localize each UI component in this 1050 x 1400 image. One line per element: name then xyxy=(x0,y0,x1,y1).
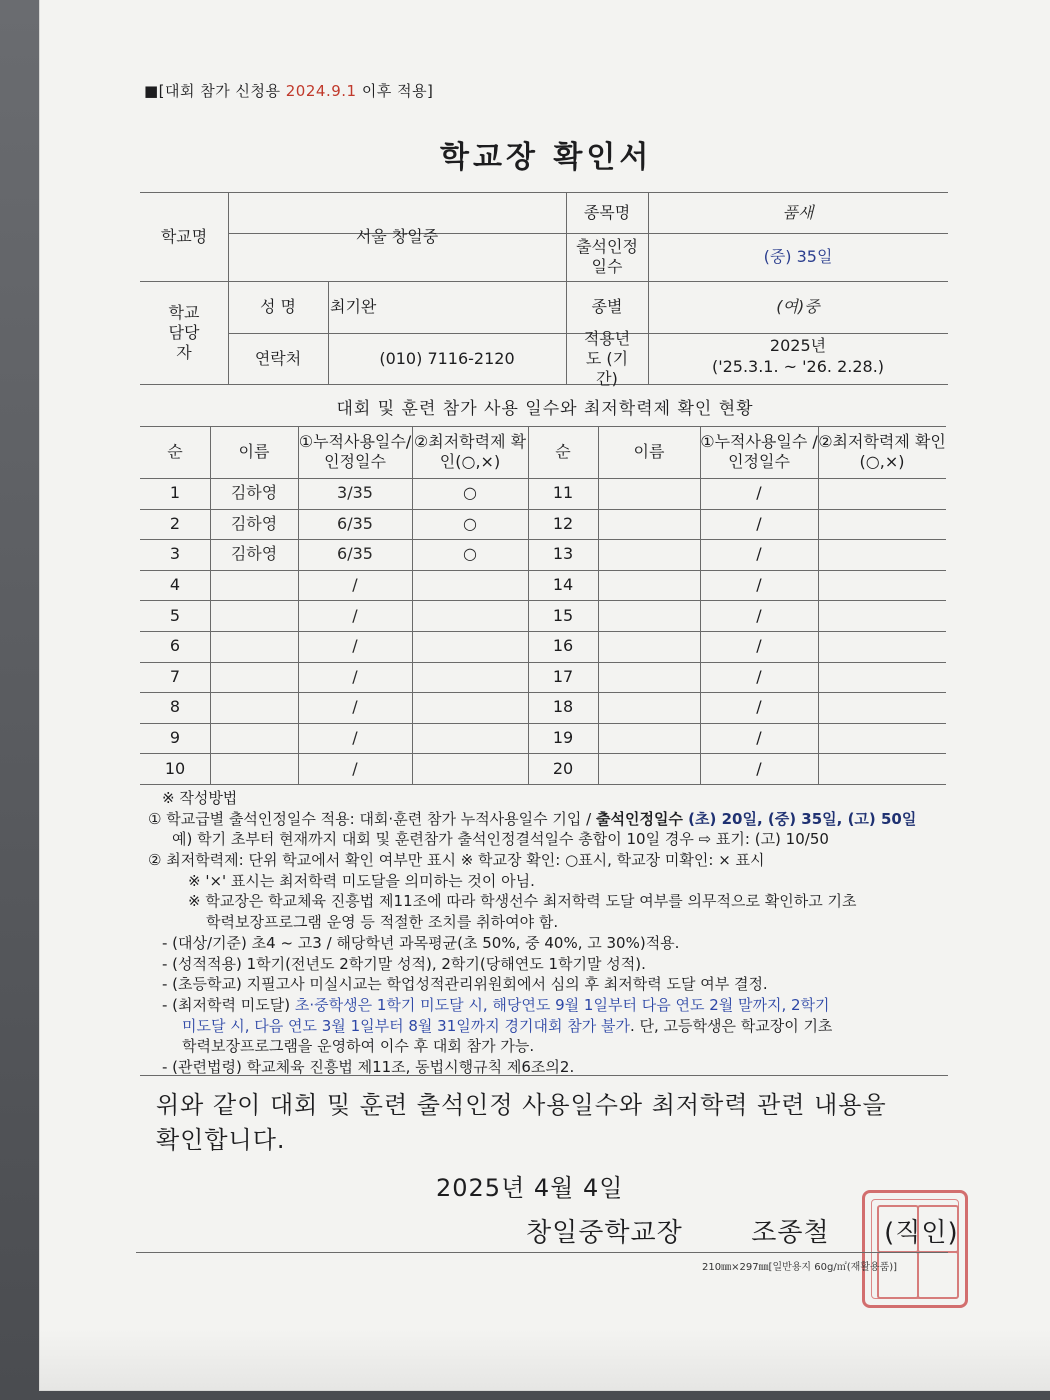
note-8-label: - (최저학력 미도달) xyxy=(162,995,295,1014)
form-note-date: 2024.9.1 xyxy=(285,82,357,100)
row-days: / xyxy=(352,758,358,778)
row-name-2 xyxy=(598,570,700,601)
row-check xyxy=(412,570,528,601)
row-days-2: / xyxy=(756,636,762,656)
manager-label: 학교 담당자 xyxy=(168,302,200,362)
document-paper xyxy=(40,0,1050,1390)
event-label: 종목명 xyxy=(583,202,631,222)
row-name-2 xyxy=(598,662,700,693)
row-name xyxy=(210,753,298,784)
row-no: 2 xyxy=(169,513,181,533)
row-days-2: / xyxy=(756,513,762,533)
confirmation-line-1: 위와 같이 대회 및 훈련 출석인정 사용일수와 최저학력 관련 내용을 xyxy=(156,1091,887,1119)
instructions xyxy=(148,788,968,1078)
note-1-bold: 출석인정일수 xyxy=(595,809,689,828)
header-no-2: 순 xyxy=(555,442,571,461)
row-check-2 xyxy=(818,478,946,509)
type-value: (여)중 xyxy=(776,297,820,316)
row-name-2 xyxy=(598,692,700,723)
row-name xyxy=(210,631,298,662)
row-days-2: / xyxy=(756,758,762,778)
paper-spec: 210㎜×297㎜[일반용지 60g/㎡(재활용품)] xyxy=(702,1262,898,1273)
confirmation-text xyxy=(156,1088,887,1158)
row-name xyxy=(210,692,298,723)
row-no-2: 18 xyxy=(552,697,574,717)
row-days: 6/35 xyxy=(337,544,373,564)
row-name-2 xyxy=(598,600,700,631)
row-check xyxy=(412,723,528,754)
issue-date: 2025년 4월 4일 xyxy=(436,1174,624,1202)
note-8-blue: 초·중학생은 1학기 미도달 시, 해당연도 9월 1일부터 다음 연도 2월 말까지, 2학기 xyxy=(294,995,830,1014)
row-days: / xyxy=(352,666,358,686)
row-no-2: 11 xyxy=(552,483,574,503)
row-check-2 xyxy=(818,600,946,631)
year-cell xyxy=(648,336,948,378)
row-check xyxy=(412,692,528,723)
row-check-2 xyxy=(818,692,946,723)
row-no-2: 13 xyxy=(552,544,574,564)
contact-label: 연락처 xyxy=(254,348,302,368)
row-name-2 xyxy=(598,753,700,784)
name-value: 최기완 xyxy=(330,297,377,316)
principal-name: 조종철 xyxy=(751,1218,830,1248)
row-days-2: / xyxy=(756,605,762,625)
header-days-2: ①누적사용일수 /인정일수 xyxy=(700,432,818,471)
note-5: - (대상/기준) 초4 ~ 고3 / 해당학년 과목평균(초 50%, 중 40%, 고 30%)적용. xyxy=(162,933,680,952)
row-name-2 xyxy=(598,478,700,509)
form-note-prefix: ■[대회 참가 신청용 xyxy=(144,82,286,100)
row-days: 6/35 xyxy=(337,513,373,533)
note-6: - (성적적용) 1학기(전년도 2학기말 성적), 2학기(당해연도 1학기말 성적). xyxy=(162,954,646,973)
row-name xyxy=(210,570,298,601)
year-label: 적용년도 (기간) xyxy=(583,328,631,388)
row-name: 김하영 xyxy=(230,544,278,564)
row-check-2 xyxy=(818,570,946,601)
row-days: / xyxy=(352,636,358,656)
header-check-2: ②최저학력제 확인(○,×) xyxy=(818,432,946,471)
type-label: 종별 xyxy=(591,297,623,316)
note-8-cont xyxy=(148,1016,968,1037)
row-days-2: / xyxy=(756,728,762,748)
note-8-end: 학력보장프로그램을 운영하여 이수 후 대회 참가 가능. xyxy=(182,1037,535,1056)
form-note xyxy=(144,80,433,101)
row-check-2 xyxy=(818,723,946,754)
row-no: 10 xyxy=(164,758,186,778)
row-check-2 xyxy=(818,539,946,570)
row-check-2 xyxy=(818,631,946,662)
header-days: ①누적사용일수/인정일수 xyxy=(298,432,412,471)
contact-value: (010) 7116-2120 xyxy=(379,348,515,368)
note-2: ② 최저학력제: 단위 학교에서 확인 여부만 표시 ※ 학교장 확인: ○표시, 학교장 미확인: × 표시 xyxy=(148,851,765,870)
page-title: 학교장 확인서 xyxy=(440,140,653,175)
section-title: 대회 및 훈련 참가 사용 일수와 최저학력제 확인 현황 xyxy=(336,399,754,419)
row-no-2: 19 xyxy=(552,728,574,748)
period-value: ('25.3.1. ~ '26. 2.28.) xyxy=(711,356,885,376)
row-days: / xyxy=(352,728,358,748)
row-check xyxy=(412,662,528,693)
row-days: / xyxy=(352,605,358,625)
row-name: 김하영 xyxy=(230,483,278,503)
row-no-2: 16 xyxy=(552,636,574,656)
note-1-example: 예) 학기 초부터 현재까지 대회 및 훈련참가 출석인정결석일수 총합이 10일 경우 ⇨ 표기: (고) 10/50 xyxy=(172,830,829,849)
row-check xyxy=(412,600,528,631)
row-check-2 xyxy=(818,662,946,693)
header-name: 이름 xyxy=(238,442,270,461)
row-no-2: 15 xyxy=(552,605,574,625)
row-check: ○ xyxy=(463,544,477,564)
row-no-2: 17 xyxy=(552,666,574,686)
note-1-values: (초) 20일, (중) 35일, (고) 50일 xyxy=(688,809,917,828)
row-no: 8 xyxy=(169,697,181,717)
notes-heading: ※ 작성방법 xyxy=(162,789,238,807)
row-no: 3 xyxy=(169,544,181,564)
note-7: - (초등학교) 지필고사 미실시교는 학업성적관리위원회에서 심의 후 최저학력 도달 여부 결정. xyxy=(162,975,768,994)
row-days-2: / xyxy=(756,666,762,686)
row-no-2: 12 xyxy=(552,513,574,533)
row-check-2 xyxy=(818,509,946,540)
row-days-2: / xyxy=(756,483,762,503)
note-1-text: ① 학교급별 출석인정일수 적용: 대회·훈련 참가 누적사용일수 기입 / xyxy=(148,809,596,828)
principal-title: 창일중학교장 xyxy=(526,1218,683,1248)
year-value: 2025년 xyxy=(769,336,827,355)
row-no: 7 xyxy=(169,666,181,686)
note-3: ※ '×' 표시는 최저학력 미도달을 의미하는 것이 아님. xyxy=(188,871,535,890)
note-8 xyxy=(148,995,968,1016)
school-label: 학교명 xyxy=(160,226,208,246)
header-no: 순 xyxy=(167,442,183,461)
row-check xyxy=(412,753,528,784)
row-check-2 xyxy=(818,753,946,784)
row-name xyxy=(210,662,298,693)
row-check xyxy=(412,631,528,662)
note-4: ※ 학교장은 학교체육 진흥법 제11조에 따라 학생선수 최저학력 도달 여부를 의무적으로 확인하고 기초 xyxy=(188,892,857,911)
school-value: 서울 창일중 xyxy=(355,226,439,246)
row-name xyxy=(210,600,298,631)
row-days: / xyxy=(352,575,358,595)
row-name-2 xyxy=(598,509,700,540)
name-label: 성 명 xyxy=(260,297,296,316)
row-days: 3/35 xyxy=(337,483,373,503)
row-no: 6 xyxy=(169,636,181,656)
row-days-2: / xyxy=(756,544,762,564)
table-row-line xyxy=(140,784,946,785)
note-8-blue-cont: 미도달 시, 다음 연도 3월 1일부터 8월 31일까지 경기대회 참가 불가 xyxy=(182,1016,630,1035)
attend-label: 출석인정 일수 xyxy=(576,237,638,276)
row-name xyxy=(210,723,298,754)
attend-value: (중) 35일 xyxy=(763,247,833,266)
row-no: 1 xyxy=(169,483,181,503)
row-check: ○ xyxy=(463,513,477,533)
header-check: ②최저학력제 확인(○,×) xyxy=(413,432,527,471)
note-8-tail: . 단, 고등학생은 학교장이 기초 xyxy=(629,1016,833,1035)
row-name-2 xyxy=(598,723,700,754)
form-note-suffix: 이후 적용] xyxy=(356,82,434,100)
confirmation-line-2: 확인합니다. xyxy=(156,1125,286,1154)
row-days-2: / xyxy=(756,697,762,717)
note-9: - (관련법령) 학교체육 진흥법 제11조, 동법시행규칙 제6조의2. xyxy=(162,1057,575,1076)
note-1 xyxy=(148,809,968,830)
notes-divider xyxy=(140,1075,948,1076)
row-days: / xyxy=(352,697,358,717)
footer-line xyxy=(136,1252,948,1253)
row-name-2 xyxy=(598,631,700,662)
row-no: 5 xyxy=(169,605,181,625)
header-name-2: 이름 xyxy=(633,442,665,461)
row-days-2: / xyxy=(756,575,762,595)
row-no: 4 xyxy=(169,575,181,595)
row-check: ○ xyxy=(463,483,477,503)
official-seal-stamp xyxy=(862,1190,968,1308)
info-line xyxy=(140,384,948,385)
event-value: 품새 xyxy=(782,202,814,222)
note-4-cont: 학력보장프로그램 운영 등 적절한 조치를 취하여야 함. xyxy=(206,913,559,932)
row-name-2 xyxy=(598,539,700,570)
row-no-2: 14 xyxy=(552,575,574,595)
seal-mark: (직인) xyxy=(884,1218,959,1248)
row-no: 9 xyxy=(169,728,181,748)
row-name: 김하영 xyxy=(230,513,278,533)
row-no-2: 20 xyxy=(552,758,574,778)
